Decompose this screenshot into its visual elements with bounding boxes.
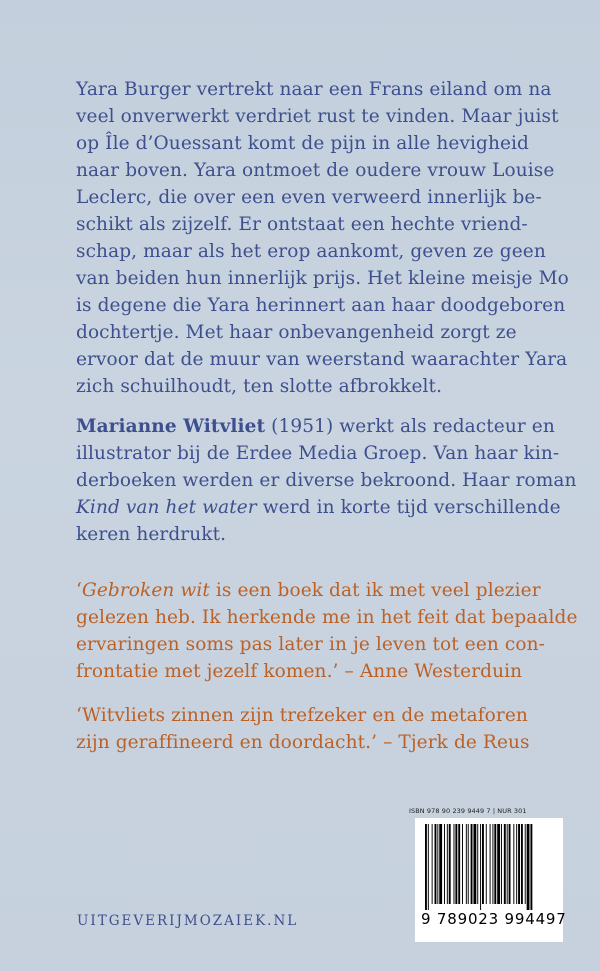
synopsis-line: schap, maar als het erop aankomt, geven ze geen	[76, 241, 546, 262]
synopsis-line: Leclerc, die over een even verweerd innerlijk be-	[76, 187, 542, 208]
barcode-bar	[454, 824, 455, 904]
barcode-bar	[521, 824, 523, 904]
barcode-bar	[516, 824, 517, 904]
synopsis-line: op Île d’Ouessant komt de pijn in alle hevigheid	[76, 133, 529, 154]
barcode-digits: 9 789023 994497	[421, 910, 567, 928]
barcode-bar	[435, 824, 437, 904]
barcode-bar	[509, 824, 511, 904]
synopsis-line: zich schuilhoudt, ten slotte afbrokkelt.	[76, 376, 443, 397]
barcode-bars	[425, 824, 553, 910]
barcode-bar	[525, 824, 526, 904]
barcode-bar	[473, 824, 476, 904]
book-title: Gebroken wit	[81, 580, 210, 601]
barcode-bar	[480, 824, 481, 910]
barcode-bar	[513, 824, 514, 904]
barcode-bar	[458, 824, 460, 904]
quote-line: zijn geraffineerd en doordacht.’ – Tjerk de Reus	[76, 732, 530, 753]
quote-text: is een boek dat ik met veel plezier	[209, 580, 541, 601]
barcode-bar	[482, 824, 484, 904]
bio-line	[76, 494, 561, 521]
barcode-bar	[468, 824, 469, 904]
synopsis-line: Yara Burger vertrekt naar een Frans eiland om na	[76, 79, 552, 100]
synopsis-line: van beiden hun innerlijk prijs. Het kleine meisje Mo	[76, 268, 569, 289]
synopsis-line: naar boven. Yara ontmoet de oudere vrouw Louise	[76, 160, 555, 181]
barcode-bar	[437, 824, 438, 904]
barcode-bar	[501, 824, 502, 904]
quote-open-mark: ‘	[76, 580, 82, 601]
bio-line: illustrator bij de Erdee Media Groep. Van haar kin-	[76, 443, 560, 464]
barcode-bar	[527, 824, 530, 910]
review-quote-2	[76, 702, 556, 756]
barcode-bar	[497, 824, 500, 904]
author-bio	[76, 413, 577, 548]
barcode-bar	[486, 824, 487, 904]
book-title: Kind van het water	[76, 497, 257, 518]
barcode-bar	[455, 824, 457, 904]
synopsis-line: ervoor dat de muur van weerstand waarachter Yara	[76, 349, 568, 370]
isbn-nur-line: ISBN 978 90 239 9449 7 | NUR 301	[409, 807, 527, 815]
barcode-bar	[477, 824, 478, 904]
barcode-bar	[530, 824, 532, 910]
barcode-bar	[439, 824, 442, 904]
barcode-bar	[466, 824, 467, 904]
barcode-bar	[504, 824, 506, 904]
barcode-bar	[492, 824, 493, 904]
synopsis-line: veel onverwerkt verdriet rust te vinden. Maar juist	[76, 106, 559, 127]
review-quote-1	[76, 577, 578, 685]
synopsis-line: schikt als zijzelf. Er ontstaat een hechte vriend-	[76, 214, 528, 235]
barcode-bar	[518, 824, 520, 904]
barcode-bar	[447, 824, 448, 904]
barcode-bar	[507, 824, 508, 904]
author-name: Marianne Witvliet	[76, 416, 266, 437]
quote-line: gelezen heb. Ik herkende me in het feit dat bepaalde	[76, 607, 578, 628]
barcode-bar	[449, 824, 451, 904]
barcode	[415, 818, 567, 942]
quote-line: frontatie met jezelf komen.’ – Anne Westerduin	[76, 661, 523, 682]
barcode-bar	[425, 824, 427, 910]
barcode-bar	[444, 824, 445, 904]
synopsis-line: dochtertje. Met haar onbevangenheid zorgt ze	[76, 322, 517, 343]
barcode-bar	[432, 824, 433, 904]
quote-line: ervaringen soms pas later in je leven tot een con-	[76, 634, 545, 655]
bio-line: derboeken werden er diverse bekroond. Haar roman	[76, 470, 577, 491]
barcode-bar	[490, 824, 491, 904]
synopsis-line: is degene die Yara herinnert aan haar doodgeboren	[76, 295, 566, 316]
bio-text: werd in korte tijd verschillende	[256, 497, 561, 518]
barcode-bar	[428, 824, 429, 910]
barcode-bar	[471, 824, 473, 904]
quote-line: ‘Witvliets zinnen zijn trefzeker en de metaforen	[76, 705, 528, 726]
bio-line	[76, 413, 556, 440]
bio-line: keren herdrukt.	[76, 524, 227, 545]
barcode-bar	[494, 824, 496, 904]
bio-text: (1951) werkt als redacteur en	[265, 416, 555, 437]
synopsis	[76, 76, 569, 400]
quote-line	[76, 577, 556, 604]
publisher-url[interactable]: UITGEVERIJMOZAIEK.NL	[77, 913, 299, 929]
barcode-bar	[462, 824, 463, 904]
